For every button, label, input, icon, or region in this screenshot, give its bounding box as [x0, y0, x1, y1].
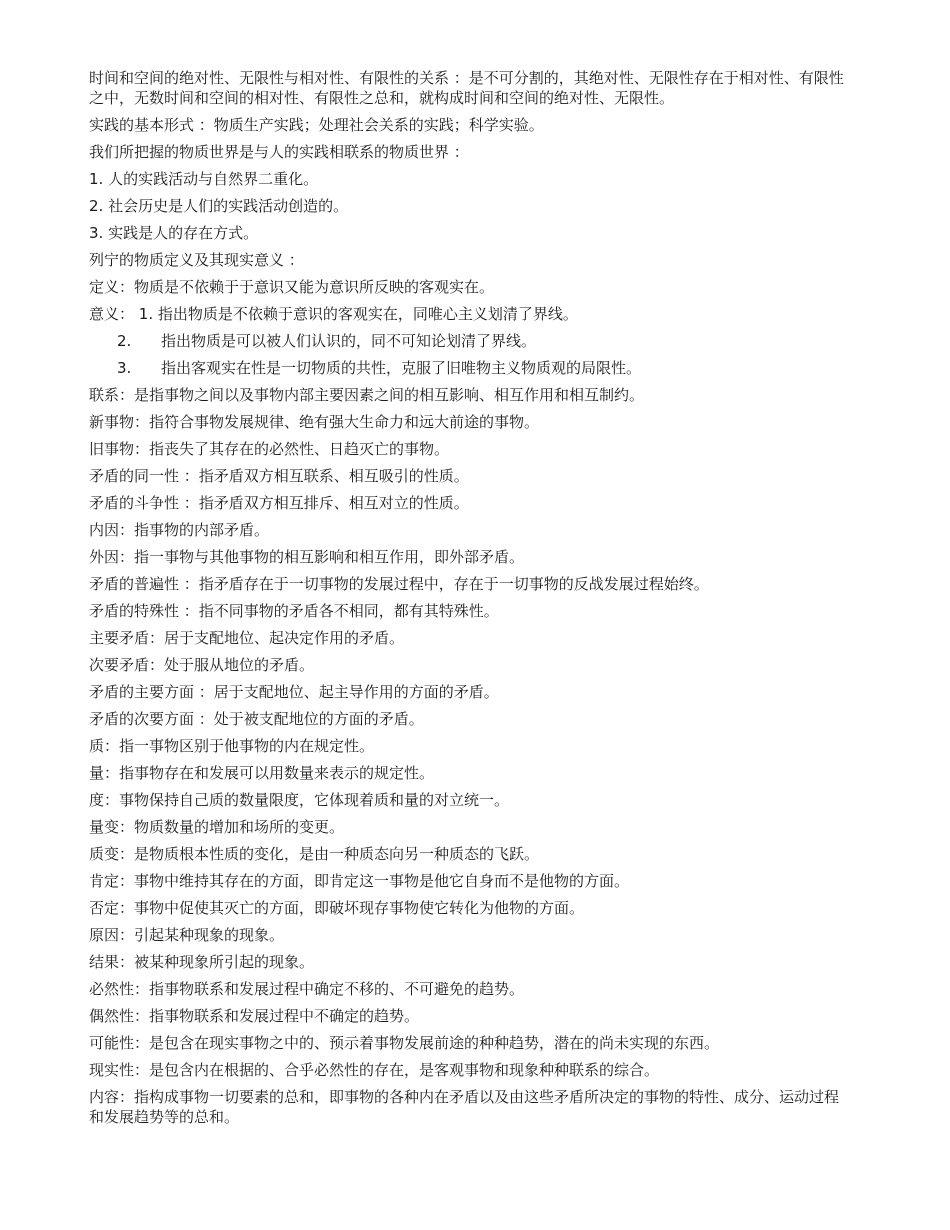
glossary-entry-xinshiwu: 新事物：指符合事物发展规律、绝有强大生命力和远大前途的事物。: [89, 413, 540, 431]
material-world-heading: 我们所把握的物质世界是与人的实践相联系的物质世界 ：: [89, 143, 469, 161]
glossary-entry-zhuyao-fangmian: 矛盾的主要方面 ：居于支配地位、起主导作用的方面的矛盾。: [89, 683, 499, 701]
material-world-item-3: 3. 实践是人的存在方式。: [89, 224, 259, 242]
lenin-meaning-label: 意义：: [89, 305, 135, 323]
glossary-entry-ouranxing: 偶然性：指事物联系和发展过程中不确定的趋势。: [89, 1007, 420, 1025]
glossary-entry-jiushiwu: 旧事物：指丧失了其存在的必然性、日趋灭亡的事物。: [89, 440, 450, 458]
glossary-entry-ciyao-fangmian: 矛盾的次要方面 ：处于被支配地位的方面的矛盾。: [89, 710, 424, 728]
lenin-meaning-line-1: [89, 304, 850, 324]
glossary-entry-yuanyin: 原因：引起某种现象的现象。: [89, 926, 285, 944]
lenin-definition: 定义：物质是不依赖于于意识又能为意识所反映的客观实在。: [89, 278, 495, 296]
glossary-entry-liangbian: 量变：物质数量的增加和场所的变更。: [89, 818, 345, 836]
lenin-meaning-line-3: [89, 358, 850, 378]
material-world-item-2: 2. 社会历史是人们的实践活动创造的。: [89, 197, 349, 215]
glossary-entry-pubianxing: 矛盾的普遍性 ：指矛盾存在于一切事物的发展过程中，存在于一切事物的反战发展过程始终。: [89, 575, 709, 593]
lenin-meaning-text-1: 1. 指出物质是不依赖于意识的客观实在，同唯心主义划清了界线。: [138, 305, 578, 323]
glossary-entry-douzhengxing: 矛盾的斗争性 ：指矛盾双方相互排斥、相互对立的性质。: [89, 494, 469, 512]
glossary-entry-du: 度：事物保持自己质的数量限度，它体现着质和量的对立统一。: [89, 791, 510, 809]
glossary-entry-neirong: 内容：指构成事物一切要素的总和，即事物的各种内在矛盾以及由这些矛盾所决定的事物的特性、成分、运动过程和发展趋势等的总和。: [89, 1088, 840, 1126]
glossary-entry-kending: 肯定：事物中维持其存在的方面，即肯定这一事物是他它自身而不是他物的方面。: [89, 872, 630, 890]
glossary-entry-zhuyao-maodun: 主要矛盾：居于支配地位、起决定作用的矛盾。: [89, 629, 405, 647]
glossary-entry-ciyao-maodun: 次要矛盾：处于服从地位的矛盾。: [89, 656, 315, 674]
practice-forms-paragraph: 实践的基本形式 ：物质生产实践；处理社会关系的实践；科学实验。: [89, 116, 544, 134]
lenin-meaning-line-2: [89, 331, 850, 351]
glossary-entry-neiyin: 内因：指事物的内部矛盾。: [89, 521, 270, 539]
glossary-entry-zhibian: 质变：是物质根本性质的变化，是由一种质态向另一种质态的飞跃。: [89, 845, 540, 863]
glossary-entry-biranxing: 必然性：指事物联系和发展过程中确定不移的、不可避免的趋势。: [89, 980, 525, 998]
time-space-paragraph: 时间和空间的绝对性、无限性与相对性、有限性的关系 ：是不可分割的，其绝对性、无限性存在于相对性、有限性之中，无数时间和空间的相对性、有限性之总和，就构成时间和空间的绝对性、无限性。: [89, 69, 844, 107]
glossary-entry-tongyixing: 矛盾的同一性 ：指矛盾双方相互联系、相互吸引的性质。: [89, 467, 469, 485]
lenin-meaning-text-2: 指出物质是可以被人们认识的，同不可知论划清了界线。: [161, 332, 537, 350]
lenin-meaning-text-3: 指出客观实在性是一切物质的共性，克服了旧唯物主义物质观的局限性。: [161, 359, 642, 377]
glossary-entry-liang: 量：指事物存在和发展可以用数量来表示的规定性。: [89, 764, 435, 782]
lenin-heading: 列宁的物质定义及其现实意义 ：: [89, 251, 304, 269]
glossary-entry-waiyin: 外因：指一事物与其他事物的相互影响和相互作用，即外部矛盾。: [89, 548, 525, 566]
lenin-meaning-number-3: 3.: [117, 359, 132, 377]
glossary-entry-zhi: 质：指一事物区别于他事物的内在规定性。: [89, 737, 375, 755]
glossary-entry-fouding: 否定：事物中促使其灭亡的方面，即破坏现存事物使它转化为他物的方面。: [89, 899, 585, 917]
glossary-entry-kenengxing: 可能性：是包含在现实事物之中的、预示着事物发展前途的种种趋势，潜在的尚未实现的东西。: [89, 1034, 720, 1052]
glossary-entry-teshuxing: 矛盾的特殊性 ：指不同事物的矛盾各不相同，都有其特殊性。: [89, 602, 499, 620]
glossary-entry-xianshixing: 现实性：是包含内在根据的、合乎必然性的存在，是客观事物和现象种种联系的综合。: [89, 1061, 660, 1079]
glossary-entry-jieguo: 结果：被某种现象所引起的现象。: [89, 953, 315, 971]
lenin-meaning-number-2: 2.: [117, 332, 132, 350]
glossary-entry-lianxi: 联系：是指事物之间以及事物内部主要因素之间的相互影响、相互作用和相互制约。: [89, 386, 645, 404]
material-world-item-1: 1. 人的实践活动与自然界二重化。: [89, 170, 319, 188]
